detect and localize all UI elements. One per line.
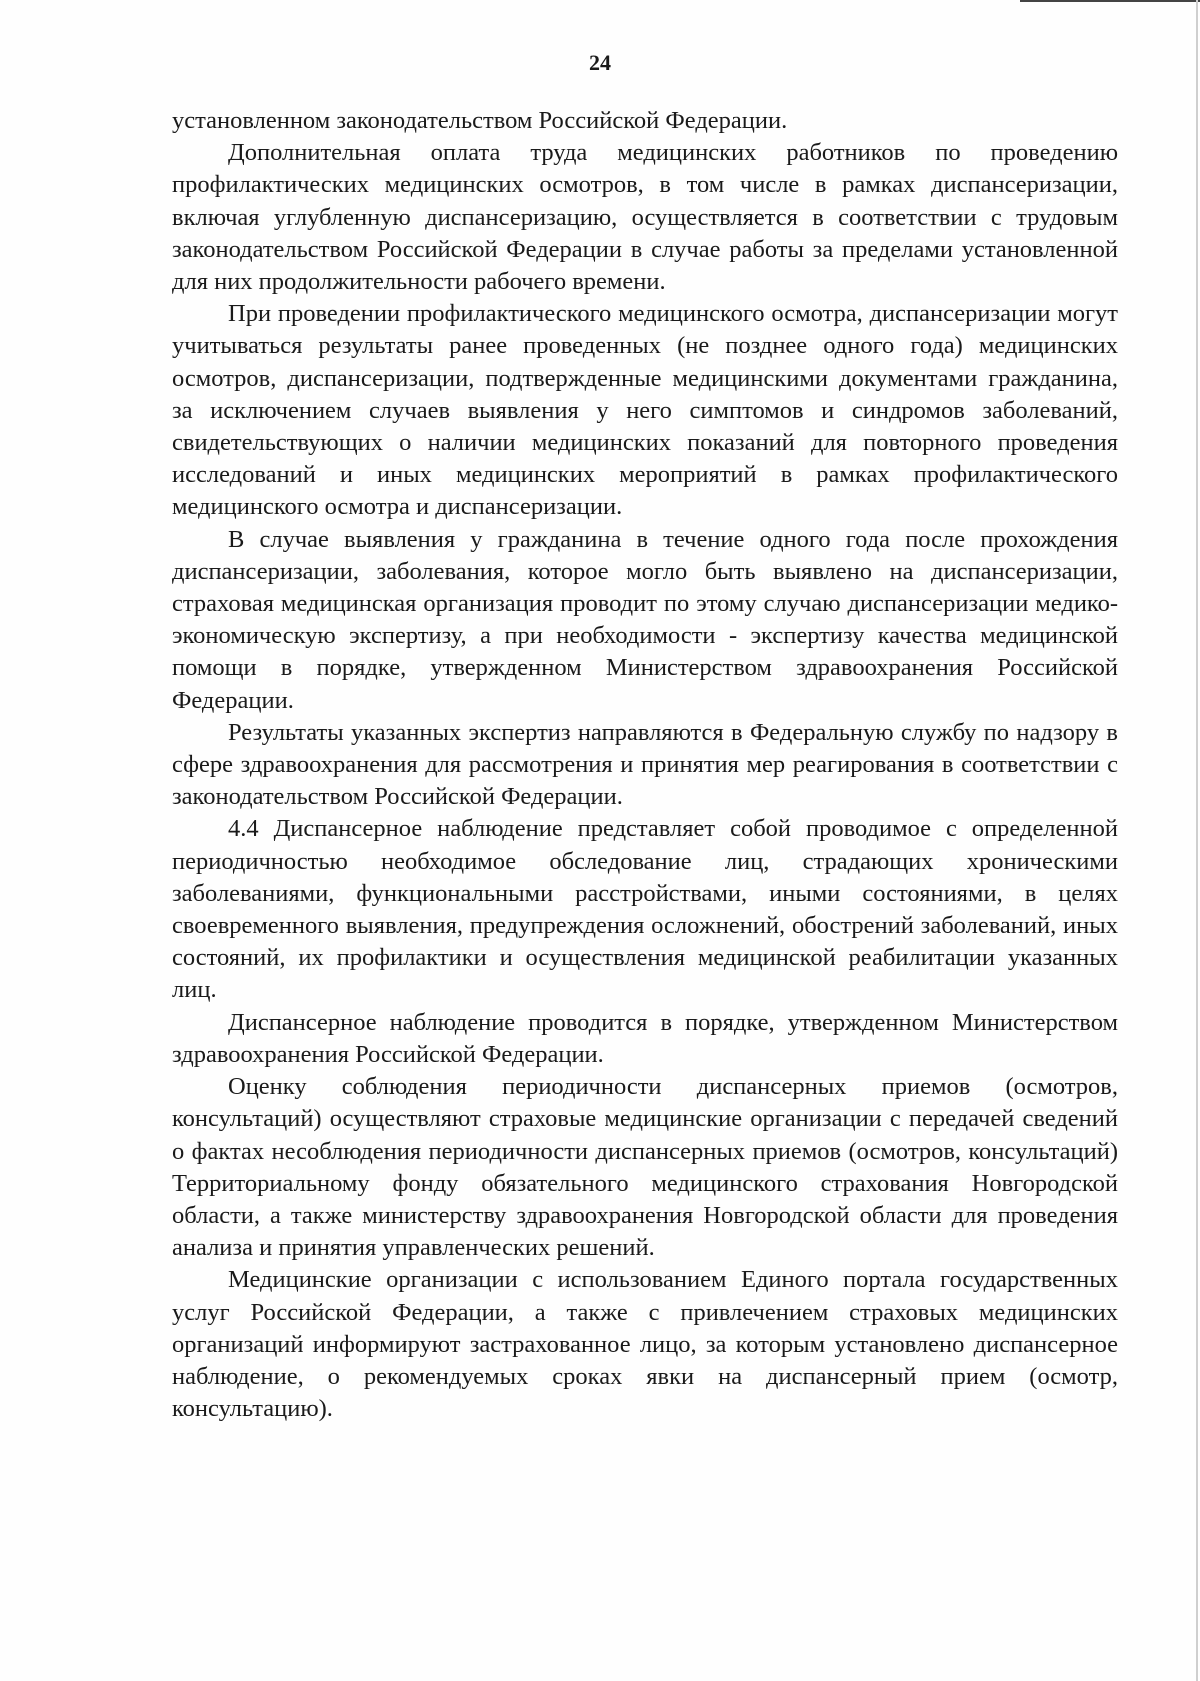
paragraph-section-4-4: 4.4 Диспансерное наблюдение представляет собой проводимое с определенной периодичностью необходимое обследование лиц, страдающих хроническими заболеваниями, функциональными расстройствами, иными состояниями, в целях своевременного выявления, предупреждения осложнений, обострений заболеваний, иных состояний, их профилактики и осуществления медицинской реабилитации указанных лиц. <box>172 815 1118 1004</box>
paragraph-periodicity-assessment: Оценку соблюдения периодичности диспансерных приемов (осмотров, консультаций) осуществляют страховые медицинские организации с передачей сведений о фактах несоблюдения периодичности диспансерных приемов (осмотров, консультаций) Территориальному фонду обязательного медицинского страхования Новгородской области, а также министерству здравоохранения Новгородской области для проведения анализа и принятия управленческих решений. <box>172 1073 1118 1262</box>
scan-edge-right <box>1196 0 1198 1681</box>
paragraph-additional-pay: Дополнительная оплата труда медицинских работников по проведению профилактических медицинских осмотров, в том числе в рамках диспансеризации, включая углубленную диспансеризацию, осуществляется в соответствии с трудовым законодательством Российской Федерации в случае работы за пределами установленной для них продолжительности рабочего времени. <box>172 139 1118 296</box>
paragraph-continuation: установленном законодательством Российской Федерации. <box>172 107 788 134</box>
paragraph-expertise: В случае выявления у гражданина в течение одного года после прохождения диспансеризации, заболевания, которое могло быть выявлено на диспансеризации, страховая медицинская организация проводит по этому случаю диспансеризации медико-экономическую экспертизу, а при необходимости - экспертизу качества медицинской помощи в порядке, утвержденном Министерством здравоохранения Российской Федерации. <box>172 525 1118 714</box>
paragraph-observation-order: Диспансерное наблюдение проводится в порядке, утвержденном Министерством здравоохранения Российской Федерации. <box>172 1008 1118 1068</box>
page-number: 24 <box>589 50 611 75</box>
paragraph-expertise-results: Результаты указанных экспертиз направляются в Федеральную службу по надзору в сфере здравоохранения для рассмотрения и принятия мер реагирования в соответствии с законодательством Российской Федерации. <box>172 718 1118 811</box>
paragraph-informing: Медицинские организации с использованием Единого портала государственных услуг Российской Федерации, а также с привлечением страховых медицинских организаций информируют застрахованное лицо, за которым установлено диспансерное наблюдение, о рекомендуемых сроках явки на диспансерный прием (осмотр, консультацию). <box>172 1266 1118 1423</box>
paragraph-previous-results: При проведении профилактического медицинского осмотра, диспансеризации могут учитываться результаты ранее проведенных (не позднее одного года) медицинских осмотров, диспансеризации, подтвержденные медицинскими документами гражданина, за исключением случаев выявления у него симптомов и синдромов заболеваний, свидетельствующих о наличии медицинских показаний для повторного проведения исследований и иных медицинских мероприятий в рамках профилактического медицинского осмотра и диспансеризации. <box>172 300 1118 521</box>
document-body <box>172 105 1118 1425</box>
scan-edge-top <box>1020 0 1200 2</box>
